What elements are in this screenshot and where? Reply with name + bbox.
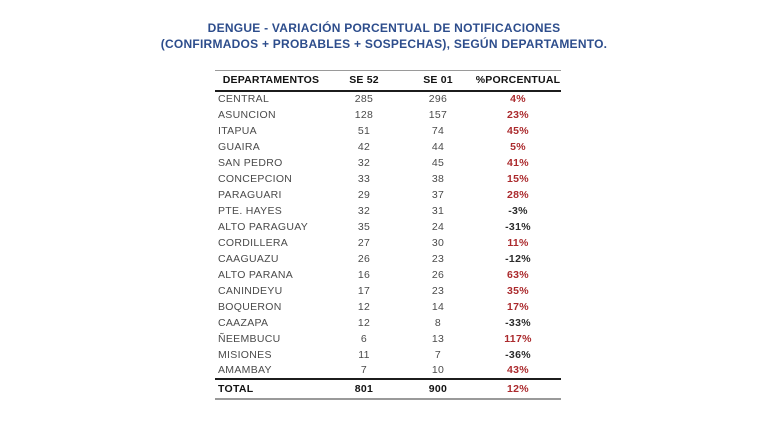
cell-porcentual: 15% <box>507 172 529 185</box>
cell-se01: 23 <box>431 252 445 265</box>
cell-departamento: CAAGUAZU <box>218 252 279 265</box>
cell-se01: 38 <box>431 172 445 185</box>
table-row <box>215 299 561 315</box>
cell-departamento: CANINDEYU <box>218 284 283 297</box>
table-row <box>215 267 561 283</box>
cell-porcentual: 35% <box>507 284 529 297</box>
table-row <box>215 123 561 139</box>
cell-departamento: AMAMBAY <box>218 364 272 376</box>
cell-se01: 157 <box>428 108 448 121</box>
cell-se52: 7 <box>360 364 368 376</box>
table-row <box>215 203 561 219</box>
cell-se52: 11 <box>358 348 370 361</box>
title-line1: DENGUE - VARIACIÓN PORCENTUAL DE NOTIFICACIONES <box>207 21 561 35</box>
cell-departamento: ALTO PARANA <box>218 268 294 281</box>
table-row <box>215 155 561 171</box>
col-header-departamentos: DEPARTAMENTOS <box>215 71 327 91</box>
cell-porcentual: -36% <box>505 348 531 361</box>
cell-se01: 10 <box>431 364 445 376</box>
table-row <box>215 91 561 107</box>
cell-se52: 26 <box>357 252 371 265</box>
cell-porcentual: 41% <box>507 156 529 169</box>
cell-se52: 42 <box>357 140 371 153</box>
cell-se01: 30 <box>431 236 445 249</box>
total-porcentual: 12% <box>475 379 561 399</box>
cell-departamento: ÑEEMBUCU <box>218 332 281 345</box>
cell-se52: 6 <box>360 332 368 345</box>
cell-se52: 32 <box>357 204 371 217</box>
cell-porcentual: 23% <box>507 108 529 121</box>
cell-departamento: BOQUERON <box>218 300 282 313</box>
cell-porcentual: 28% <box>507 188 529 201</box>
cell-se01: 31 <box>431 204 445 217</box>
cell-porcentual: 4% <box>510 93 526 105</box>
cell-se01: 24 <box>431 220 445 233</box>
table-body <box>215 91 561 379</box>
cell-se01: 296 <box>428 93 448 105</box>
cell-porcentual: 17% <box>507 300 529 313</box>
cell-se01: 8 <box>434 316 442 329</box>
table-row <box>215 331 561 347</box>
cell-departamento: PTE. HAYES <box>218 204 283 217</box>
cell-se01: 74 <box>431 124 445 137</box>
title-line2: (CONFIRMADOS + PROBABLES + SOSPECHAS), SEGÚN DEPARTAMENTO. <box>160 36 608 51</box>
cell-porcentual: 63% <box>507 268 529 281</box>
cell-se01: 26 <box>431 268 445 281</box>
cell-se52: 128 <box>354 108 374 121</box>
cell-se52: 12 <box>357 300 371 313</box>
cell-se01: 44 <box>431 140 445 153</box>
cell-se01: 45 <box>431 156 445 169</box>
cell-porcentual: 43% <box>507 364 529 376</box>
cell-porcentual: -31% <box>505 220 531 233</box>
cell-se52: 33 <box>357 172 371 185</box>
cell-departamento: CAAZAPA <box>218 316 269 329</box>
cell-departamento: ALTO PARAGUAY <box>218 220 309 233</box>
cell-porcentual: 117% <box>504 332 532 345</box>
table-row <box>215 251 561 267</box>
cell-porcentual: 11% <box>507 236 529 249</box>
cell-se01: 7 <box>434 348 442 361</box>
table-row <box>215 315 561 331</box>
cell-porcentual: 5% <box>510 140 526 153</box>
table-row <box>215 139 561 155</box>
cell-se52: 16 <box>357 268 371 281</box>
table-row <box>215 187 561 203</box>
table-row <box>215 171 561 187</box>
table-row <box>215 347 561 363</box>
cell-se52: 51 <box>357 124 371 137</box>
cell-se52: 27 <box>357 236 371 249</box>
cell-se52: 29 <box>357 188 371 201</box>
cell-se52: 32 <box>357 156 371 169</box>
col-header-porcentual: %PORCENTUAL <box>475 71 561 91</box>
cell-departamento: ITAPUA <box>218 124 257 137</box>
cell-departamento: MISIONES <box>218 348 272 361</box>
cell-se01: 14 <box>431 300 445 313</box>
cell-departamento: PARAGUARI <box>218 188 282 201</box>
dengue-table-container <box>215 70 561 400</box>
dengue-table <box>215 70 561 400</box>
table-total-row <box>215 379 561 399</box>
table-row <box>215 235 561 251</box>
cell-porcentual: -12% <box>505 252 531 265</box>
page-title <box>0 21 768 52</box>
cell-se52: 35 <box>357 220 371 233</box>
cell-departamento: CORDILLERA <box>218 236 289 249</box>
table-row <box>215 219 561 235</box>
total-se01: 900 <box>401 379 475 399</box>
cell-se01: 23 <box>431 284 445 297</box>
cell-departamento: SAN PEDRO <box>218 156 283 169</box>
cell-departamento: ASUNCION <box>218 108 276 121</box>
cell-porcentual: 45% <box>507 124 529 137</box>
cell-departamento: GUAIRA <box>218 140 261 153</box>
cell-se52: 12 <box>357 316 371 329</box>
cell-se52: 285 <box>354 93 374 105</box>
cell-departamento: CENTRAL <box>218 93 270 105</box>
col-header-se52: SE 52 <box>327 71 401 91</box>
cell-se52: 17 <box>357 284 371 297</box>
table-row <box>215 107 561 123</box>
cell-se01: 13 <box>431 332 445 345</box>
cell-porcentual: -3% <box>508 204 528 217</box>
cell-porcentual: -33% <box>505 316 531 329</box>
cell-departamento: CONCEPCION <box>218 172 293 185</box>
table-header-row <box>215 71 561 91</box>
total-se52: 801 <box>327 379 401 399</box>
total-label: TOTAL <box>215 379 327 399</box>
col-header-se01: SE 01 <box>401 71 475 91</box>
table-row <box>215 363 561 379</box>
cell-se01: 37 <box>431 188 445 201</box>
table-row <box>215 283 561 299</box>
